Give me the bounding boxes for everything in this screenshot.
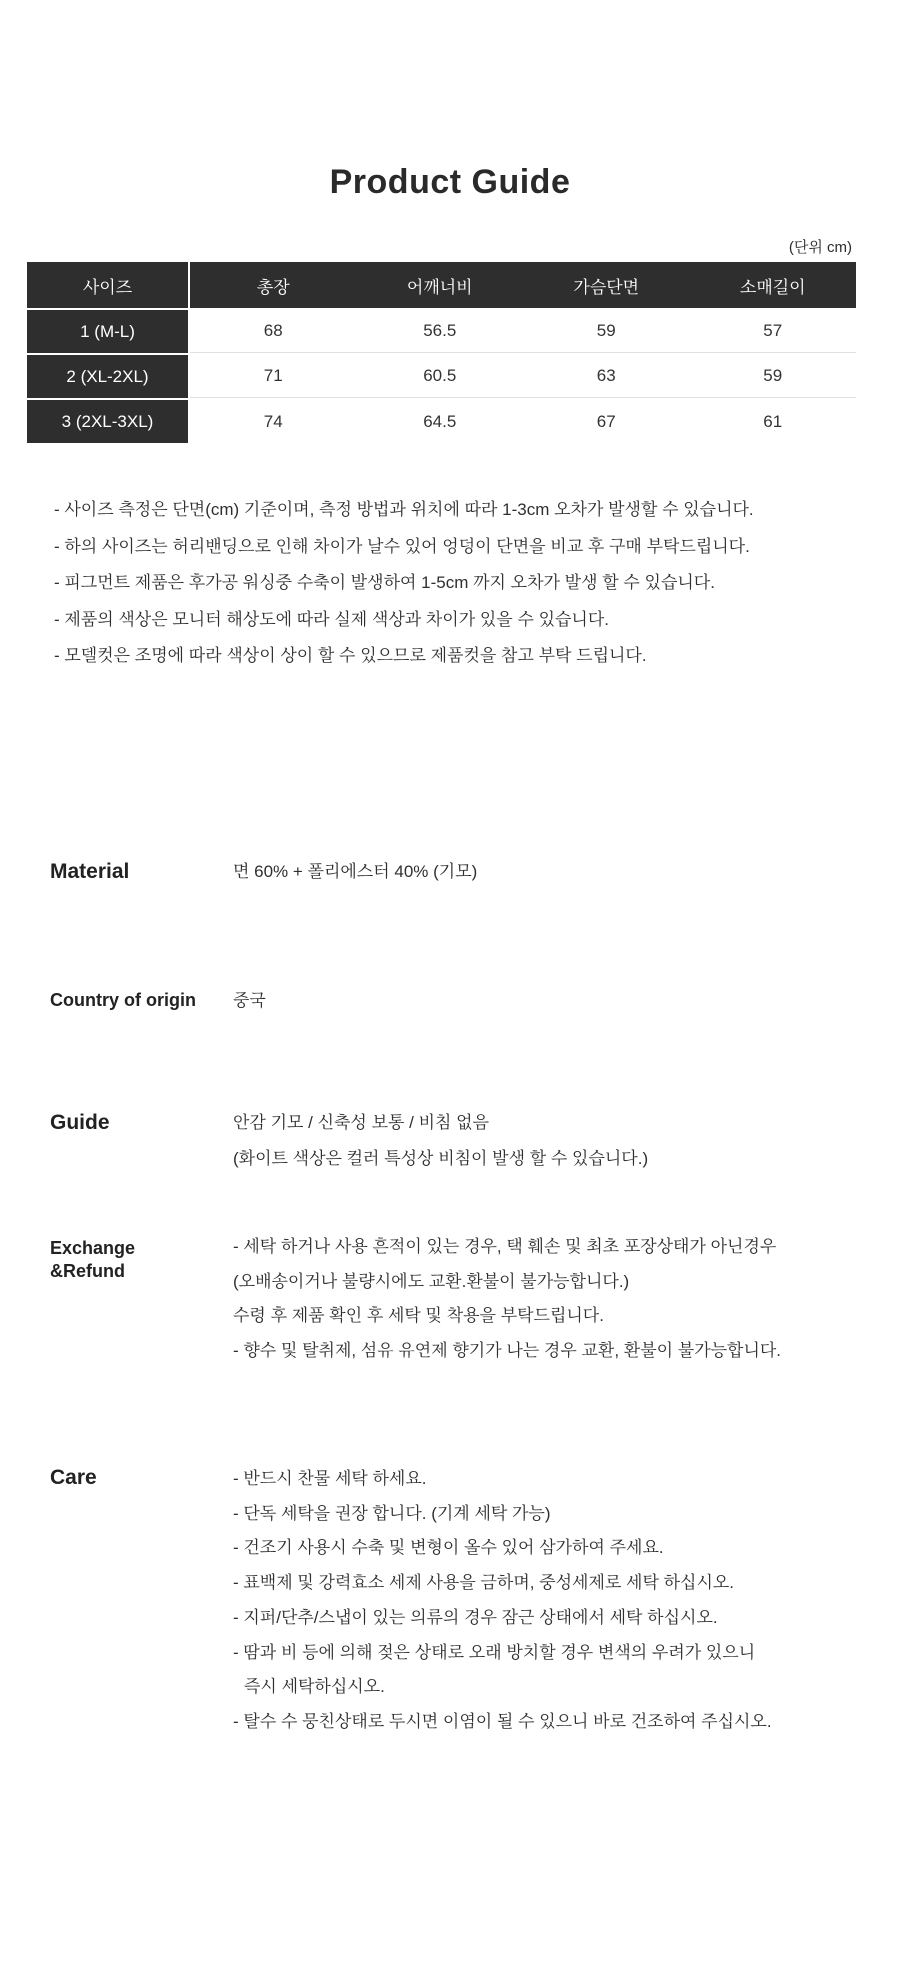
care-line: - 표백제 및 강력효소 세제 사용을 금하며, 중성세제로 세탁 하십시오. — [233, 1573, 735, 1593]
care-line: - 건조기 사용시 수축 및 변형이 올수 있어 삼가하여 주세요. — [233, 1538, 664, 1558]
care-line: - 반드시 찬물 세탁 하세요. — [233, 1469, 427, 1488]
care-line: - 땀과 비 등에 의해 젖은 상태로 오래 방치할 경우 변색의 우려가 있으니 — [233, 1642, 756, 1662]
row-label-cell: 1 (M-L) — [27, 310, 188, 353]
section-material-value: 면 60% + 폴리에스터 40% (기모) — [233, 862, 478, 881]
value-cell: 60.5 — [357, 355, 524, 398]
table-row — [27, 310, 856, 353]
section-care-value — [233, 1462, 872, 1740]
header-cell-shoulder: 어깨너비 — [357, 262, 524, 308]
care-line: - 단독 세탁을 권장 합니다. (기계 세탁 가능) — [233, 1503, 551, 1523]
care-line: - 지퍼/단추/스냅이 있는 의류의 경우 잠근 상태에서 세탁 하십시오. — [233, 1607, 718, 1627]
value-cell: 59 — [523, 310, 690, 353]
value-cell: 56.5 — [357, 310, 524, 353]
note-line: - 제품의 색상은 모니터 해상도에 따라 실제 색상과 차이가 있을 수 있습니다. — [54, 609, 609, 629]
section-care-label: Care — [50, 1466, 97, 1489]
row-label-cell: 2 (XL-2XL) — [27, 355, 188, 398]
note-line: - 모델컷은 조명에 따라 색상이 상이 할 수 있으므로 제품컷을 참고 부탁 드립니다. — [54, 646, 647, 666]
table-row — [27, 355, 856, 398]
section-exchange-value — [233, 1230, 872, 1368]
value-cell: 63 — [523, 355, 690, 398]
exchange-line: - 세탁 하거나 사용 흔적이 있는 경우, 택 훼손 및 최초 포장상태가 아닌경우 — [233, 1237, 777, 1256]
table-row — [27, 400, 856, 443]
value-cell: 74 — [190, 400, 357, 443]
section-origin-value: 중국 — [233, 991, 266, 1010]
header-cell-size: 사이즈 — [27, 262, 188, 308]
page-title: Product Guide — [329, 163, 571, 201]
exchange-line: (오배송이거나 불량시에도 교환.환불이 불가능합니다.) — [233, 1271, 630, 1291]
unit-label: (단위 cm) — [788, 239, 852, 256]
section-guide-label: Guide — [50, 1111, 110, 1134]
care-line: - 탈수 수 뭉친상태로 두시면 이염이 될 수 있으니 바로 건조하여 주십시오. — [233, 1711, 772, 1731]
exchange-label-line: &Refund — [50, 1261, 125, 1281]
value-cell: 67 — [523, 400, 690, 443]
row-label-cell: 3 (2XL-3XL) — [27, 400, 188, 443]
size-table-header-row — [27, 262, 856, 308]
header-cell-sleeve: 소매길이 — [690, 262, 857, 308]
note-line: - 피그먼트 제품은 후가공 워싱중 수축이 발생하여 1-5cm 까지 오차가 발생 할 수 있습니다. — [54, 573, 715, 593]
exchange-line: 수령 후 제품 확인 후 세탁 및 착용을 부탁드립니다. — [233, 1306, 604, 1325]
size-notes — [54, 492, 870, 675]
section-guide-value — [233, 1105, 872, 1177]
note-line: - 하의 사이즈는 허리밴딩으로 인해 차이가 날수 있어 엉덩이 단면을 비교 후 구매 부탁드립니다. — [54, 536, 750, 556]
section-origin-label: Country of origin — [50, 990, 196, 1010]
size-table — [27, 262, 856, 443]
value-cell: 57 — [690, 310, 857, 353]
note-line: - 사이즈 측정은 단면(cm) 기준이며, 측정 방법과 위치에 따라 1-3cm 오차가 발생할 수 있습니다. — [54, 500, 754, 519]
header-cell-length: 총장 — [190, 262, 357, 308]
care-line: 즉시 세탁하십시오. — [244, 1677, 385, 1697]
value-cell: 71 — [190, 355, 357, 398]
guide-line: 안감 기모 / 신축성 보통 / 비침 없음 — [233, 1113, 489, 1132]
section-material-label: Material — [50, 860, 130, 883]
value-cell: 61 — [690, 400, 857, 443]
guide-line: (화이트 색상은 컬러 특성상 비침이 발생 할 수 있습니다.) — [233, 1149, 649, 1168]
value-cell: 68 — [190, 310, 357, 353]
header-cell-chest: 가슴단면 — [523, 262, 690, 308]
exchange-label-line: Exchange — [50, 1238, 136, 1258]
exchange-line: - 향수 및 탈취제, 섬유 유연제 향기가 나는 경우 교환, 환불이 불가능합니다. — [233, 1340, 782, 1360]
section-exchange-label — [50, 1237, 135, 1283]
value-cell: 64.5 — [357, 400, 524, 443]
value-cell: 59 — [690, 355, 857, 398]
